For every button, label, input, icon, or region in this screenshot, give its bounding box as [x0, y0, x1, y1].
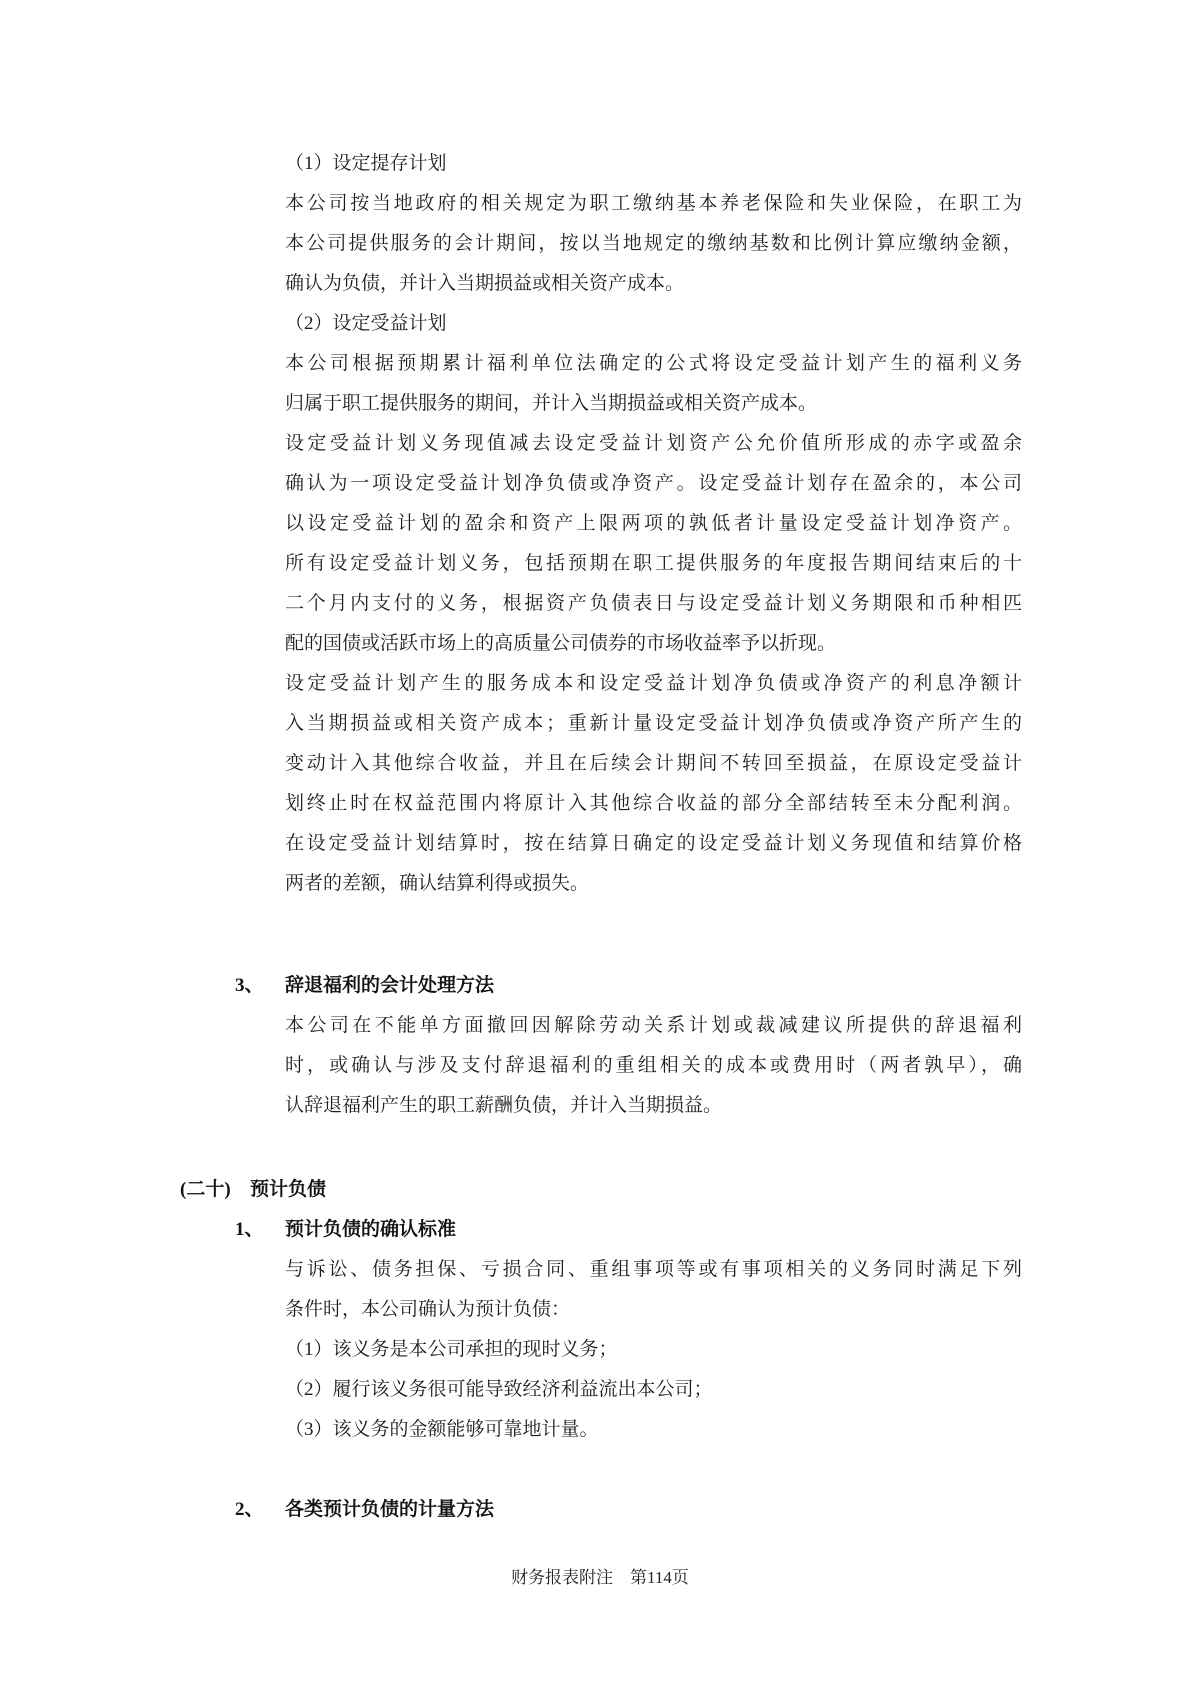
paragraph-line: 设定受益计划产生的服务成本和设定受益计划净负债或净资产的利息净额计 — [285, 673, 1022, 694]
paragraph-line: 以设定受益计划的盈余和资产上限两项的孰低者计量设定受益计划净资产。 — [285, 513, 1022, 534]
page-footer: 财务报表附注 第114页 — [511, 1568, 689, 1587]
heading-number: 2、 — [235, 1499, 264, 1520]
paragraph-line: 变动计入其他综合收益，并且在后续会计期间不转回至损益，在原设定受益计 — [285, 753, 1022, 774]
paragraph-line: 条件时，本公司确认为预计负债： — [285, 1299, 571, 1320]
heading-provision-measurement — [235, 1490, 1200, 1530]
paragraph-line: 配的国债或活跃市场上的高质量公司债券的市场收益率予以折现。 — [285, 633, 837, 654]
paragraph-line: 入当期损益或相关资产成本；重新计量设定受益计划净负债或净资产所产生的 — [285, 713, 1022, 734]
heading-title: 预计负债 — [250, 1179, 327, 1200]
heading-title: 各类预计负债的计量方法 — [285, 1499, 495, 1520]
list-item-line: （1）该义务是本公司承担的现时义务； — [285, 1339, 618, 1360]
paragraph-line: 认辞退福利产生的职工薪酬负债，并计入当期损益。 — [285, 1095, 723, 1116]
paragraph-line: 与诉讼、债务担保、亏损合同、重组事项等或有事项相关的义务同时满足下列 — [285, 1259, 1022, 1280]
heading-termination-benefits — [235, 966, 1200, 1006]
paragraph-line: 本公司按当地政府的相关规定为职工缴纳基本养老保险和失业保险，在职工为 — [285, 193, 1022, 214]
subitem-title: （2）设定受益计划 — [285, 313, 447, 334]
heading-provision-recognition — [235, 1210, 1200, 1250]
list-item-line: （3）该义务的金额能够可靠地计量。 — [285, 1419, 599, 1440]
heading-number: 3、 — [235, 975, 264, 996]
content-area — [0, 144, 1200, 1530]
paragraph-line: 划终止时在权益范围内将原计入其他综合收益的部分全部结转至未分配利润。 — [285, 793, 1022, 814]
paragraph-line: 在设定受益计划结算时，按在结算日确定的设定受益计划义务现值和结算价格 — [285, 833, 1022, 854]
paragraph-line: 本公司提供服务的会计期间，按以当地规定的缴纳基数和比例计算应缴纳金额， — [285, 233, 1022, 254]
paragraph-line: 所有设定受益计划义务，包括预期在职工提供服务的年度报告期间结束后的十 — [285, 553, 1022, 574]
paragraph-line: 二个月内支付的义务，根据资产负债表日与设定受益计划义务期限和币种相匹 — [285, 593, 1022, 614]
paragraph-line: 本公司根据预期累计福利单位法确定的公式将设定受益计划产生的福利义务 — [285, 353, 1022, 374]
heading-number: (二十) — [180, 1179, 231, 1200]
paragraph-line: 本公司在不能单方面撤回因解除劳动关系计划或裁减建议所提供的辞退福利 — [285, 1015, 1022, 1036]
heading-title: 辞退福利的会计处理方法 — [285, 975, 495, 996]
paragraph-line: 归属于职工提供服务的期间，并计入当期损益或相关资产成本。 — [285, 393, 818, 414]
subitem-title: （1）设定提存计划 — [285, 153, 447, 174]
heading-title: 预计负债的确认标准 — [285, 1219, 457, 1240]
list-item-line: （2）履行该义务很可能导致经济利益流出本公司； — [285, 1379, 713, 1400]
paragraph-line: 时，或确认与涉及支付辞退福利的重组相关的成本或费用时（两者孰早），确 — [285, 1055, 1022, 1076]
heading-provisions-section — [180, 1170, 1200, 1210]
paragraph-line: 确认为负债，并计入当期损益或相关资产成本。 — [285, 273, 685, 294]
paragraph-line: 两者的差额，确认结算利得或损失。 — [285, 873, 590, 894]
paragraph-line: 设定受益计划义务现值减去设定受益计划资产公允价值所形成的赤字或盈余 — [285, 433, 1022, 454]
heading-number: 1、 — [235, 1219, 264, 1240]
paragraph-line: 确认为一项设定受益计划净负债或净资产。设定受益计划存在盈余的，本公司 — [285, 473, 1022, 494]
